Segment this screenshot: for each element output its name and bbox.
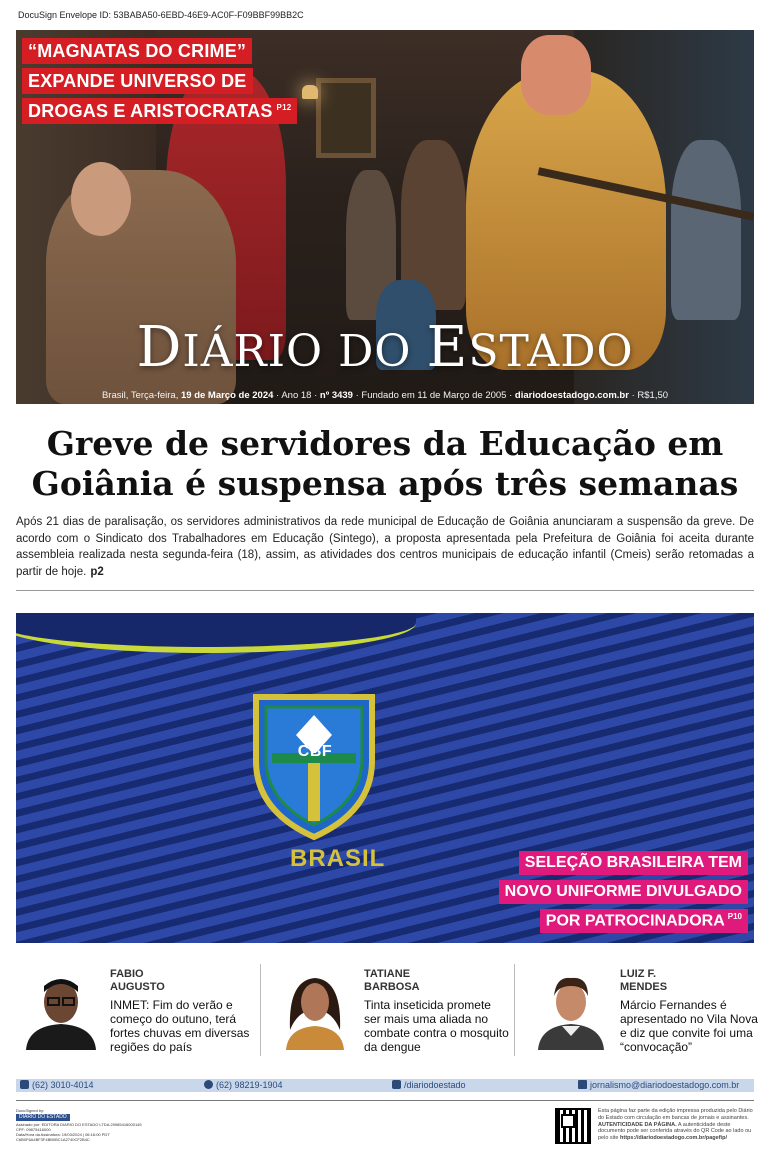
columnist-card[interactable] xyxy=(16,962,256,1062)
facebook-icon xyxy=(392,1080,401,1089)
cbf-crest-icon xyxy=(248,691,380,841)
columnist-name: TATIANE BARBOSA xyxy=(364,968,420,993)
crest-label: CBF xyxy=(297,743,333,760)
hero-headline-line: DROGAS E ARISTOCRATAS $^{P12}$ xyxy=(22,98,297,124)
jersey-headline-line: SELEÇÃO BRASILEIRA TEM xyxy=(519,851,748,875)
masthead-logo: DIÁRIO DO ESTADO xyxy=(136,315,634,380)
authenticity-link: https://diariodoestadogo.com.br/pagefip/ xyxy=(620,1135,727,1142)
columnist-teaser: INMET: Fim do verão e começo do outuno, terá fortes chuvas em diversas regiões do país xyxy=(110,998,250,1054)
qr-code-icon[interactable] xyxy=(555,1108,591,1144)
columnist-card[interactable] xyxy=(526,962,766,1062)
site-link: diariodoestadogo.com.br xyxy=(514,390,629,401)
price: R$1,50 xyxy=(637,390,669,401)
authenticity-note: Esta página faz parte da edição impressa produzida pelo Diário do Estado com circulação em bancas de jornais e assinantes. AUTENTICIDADE DA PÁGINA. A autenticidade deste documento pode ser conferida através do QR Code ao lado ou pelo site https://diariodoestadogo.com.br/pagefip/ xyxy=(598,1108,753,1142)
lamp xyxy=(302,85,318,99)
main-headline[interactable]: Greve de servidores da Educação em Goiânia é suspensa após três semanas xyxy=(31,424,739,503)
whatsapp-icon xyxy=(204,1080,213,1089)
issue-info: Brasil, Terça-feira, 19 de Março de 2024 · Ano 18 · nº 3439 · Fundado em 11 de Março de 2005 · diariodoestadogo.com.br · R$1,50 xyxy=(101,390,669,401)
contact-bar xyxy=(16,1079,754,1092)
page-ref: P12 xyxy=(276,103,292,112)
hero-headline-line: “MAGNATAS DO CRIME” xyxy=(22,38,252,64)
email-contact[interactable]: jornalismo@diariodoestadogo.com.br xyxy=(578,1080,739,1090)
columnists-strip xyxy=(16,962,758,1066)
phone-contact[interactable]: (62) 3010-4014 xyxy=(20,1080,94,1090)
shirt-wordmark: BRASIL xyxy=(290,845,386,872)
issue-number: nº 3439 xyxy=(319,390,353,401)
docusign-envelope-id: DocuSign Envelope ID: 53BABA50-6EBD-46E9-AC0F-F09BBF99BB2C xyxy=(18,10,304,20)
section-divider xyxy=(16,590,754,591)
docusign-signature: DocuSigned by: DIÁRIO DO ESTADO Assinado por: EDITORA DIARIO DO ESTADO LTDA:20985416000145 CPF: 09875416000 Data/Hora da Assinatura: 19/03/2024 | 06:16:00 PDT C6B0F6A4BF3F4BB0BC1A2740CF2B4C xyxy=(16,1108,142,1142)
page-ref: P10 xyxy=(727,912,742,921)
jersey-headline-line: POR PATROCINADORA $^{P10}$ xyxy=(540,909,748,933)
avatar xyxy=(272,970,358,1050)
facebook-contact[interactable]: /diariodoestado xyxy=(392,1080,466,1090)
avatar xyxy=(528,970,614,1050)
jersey-headline[interactable] xyxy=(499,851,748,938)
mail-icon xyxy=(578,1080,587,1089)
jersey-headline-line: NOVO UNIFORME DIVULGADO xyxy=(499,880,748,904)
avatar xyxy=(18,970,104,1050)
jersey-photo xyxy=(16,613,754,943)
painting-frame xyxy=(316,78,376,158)
whatsapp-contact[interactable]: (62) 98219-1904 xyxy=(204,1080,283,1090)
hero-headline[interactable] xyxy=(22,38,297,128)
signature-brand: DIÁRIO DO ESTADO xyxy=(16,1114,70,1121)
columnist-teaser: Márcio Fernandes é apresentado no Vila Nova e diz que convite foi uma “convocação” xyxy=(620,998,758,1054)
phone-icon xyxy=(20,1080,29,1089)
main-lede: Após 21 dias de paralisação, os servidores administrativos da rede municipal de Educação de Goiânia anunciaram a suspensão da greve. De acordo com o Sindicato dos Trabalhadores em Educação (Sintego), a proposta apresentada pela Prefeitura de Goiânia foi aceita durante assembleia realizada nesta segunda-feira (18), assim, as atividades dos centros municipais de educação infantil (Cmeis) serão retomadas a partir de hoje. p2 xyxy=(16,516,754,578)
hero-photo xyxy=(16,30,754,404)
hero-headline-line: EXPANDE UNIVERSO DE xyxy=(22,68,253,94)
footer-divider xyxy=(16,1100,754,1101)
columnist-name: FABIO AUGUSTO xyxy=(110,968,165,993)
columnist-teaser: Tinta inseticida promete ser mais uma aliada no combate contra o mosquito da dengue xyxy=(364,998,509,1054)
columnist-card[interactable] xyxy=(270,962,510,1062)
page-ref: p2 xyxy=(90,565,104,578)
columnist-name: LUIZ F. MENDES xyxy=(620,968,668,993)
issue-date: 19 de Março de 2024 xyxy=(180,390,274,401)
